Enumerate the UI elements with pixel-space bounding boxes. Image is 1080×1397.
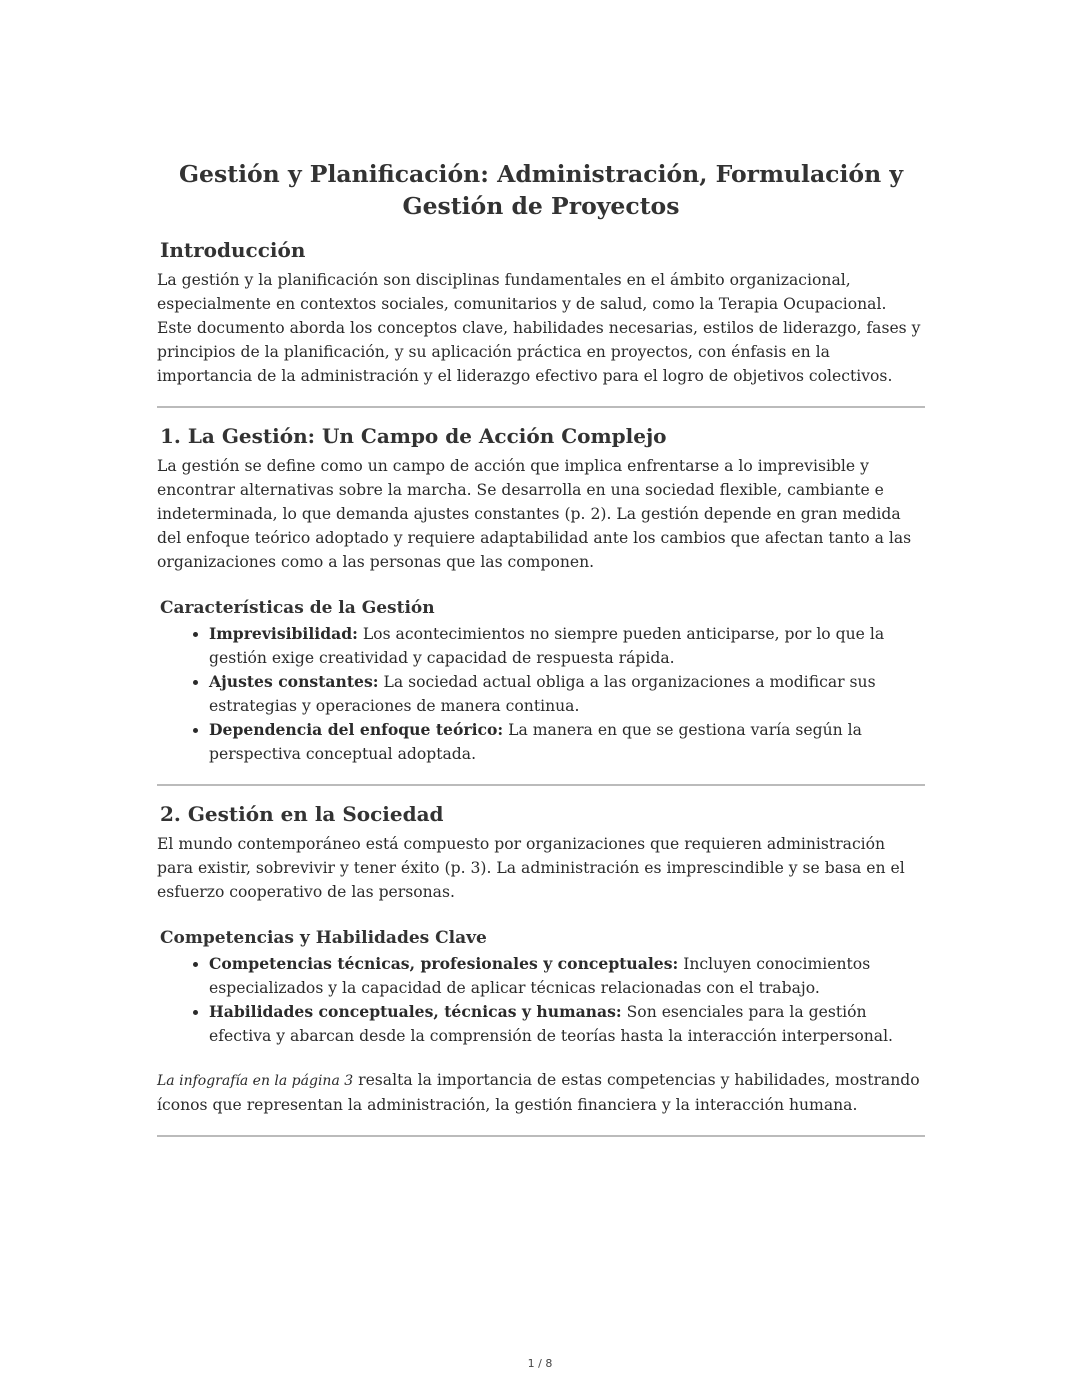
item-term: Habilidades conceptuales, técnicas y humanas: <box>209 1002 622 1021</box>
infographic-note <box>157 1068 925 1117</box>
section1-heading: 1. La Gestión: Un Campo de Acción Complejo <box>160 424 667 448</box>
item-text: Son esenciales para la gestión efectiva y abarcan desde la comprensión de teorías hasta la interacción interpersonal. <box>209 1003 894 1045</box>
item-term: Imprevisibilidad: <box>209 624 358 643</box>
page-number: 1 / 8 <box>527 1357 553 1370</box>
document-title: Gestión y Planificación: Administración, Formulación y Gestión de Proyectos <box>178 160 904 220</box>
section2-subheading: Competencias y Habilidades Clave <box>160 928 487 948</box>
list-item <box>209 1000 925 1048</box>
list-item <box>209 670 925 718</box>
divider <box>157 1135 925 1137</box>
divider <box>157 406 925 408</box>
section2-heading: 2. Gestión en la Sociedad <box>160 802 444 826</box>
section1-subheading: Características de la Gestión <box>160 598 435 618</box>
item-text: La manera en que se gestiona varía según la perspectiva conceptual adoptada. <box>209 721 862 763</box>
list-item <box>209 952 925 1000</box>
intro-paragraph: La gestión y la planificación son disciplinas fundamentales en el ámbito organizacional, especialmente en contextos sociales, comunitarios y de salud, como la Terapia Ocupacional. Este documento aborda los conceptos clave, habilidades necesarias, estilos de liderazgo, fases y principios de la planificación, y su aplicación práctica en proyectos, con énfasis en la importancia de la administración y el liderazgo efectivo para el logro de objetivos colectivos. <box>157 271 921 385</box>
list-item <box>209 718 925 766</box>
characteristics-list <box>157 622 925 766</box>
section1-paragraph: La gestión se define como un campo de acción que implica enfrentarse a lo imprevisible y encontrar alternativas sobre la marcha. Se desarrolla en una sociedad flexible, cambiante e indeterminada, lo que demanda ajustes constantes (p. 2). La gestión depende en gran medida del enfoque teórico adoptado y requiere adaptabilidad ante los cambios que afectan tanto a las organizaciones como a las personas que las componen. <box>157 457 912 571</box>
note-italic: La infografía en la página 3 <box>157 1073 354 1089</box>
item-text: Incluyen conocimientos especializados y la capacidad de aplicar técnicas relacionadas con el trabajo. <box>209 955 871 997</box>
list-item <box>209 622 925 670</box>
section2-paragraph: El mundo contemporáneo está compuesto por organizaciones que requieren administración para existir, sobrevivir y tener éxito (p. 3). La administración es imprescindible y se basa en el esfuerzo cooperativo de las personas. <box>157 835 905 901</box>
divider <box>157 784 925 786</box>
intro-heading: Introducción <box>160 238 306 262</box>
item-text: Los acontecimientos no siempre pueden anticiparse, por lo que la gestión exige creatividad y capacidad de respuesta rápida. <box>209 625 885 667</box>
note-text: resalta la importancia de estas competencias y habilidades, mostrando íconos que representan la administración, la gestión financiera y la interacción humana. <box>157 1071 920 1114</box>
item-text: La sociedad actual obliga a las organizaciones a modificar sus estrategias y operaciones de manera continua. <box>209 673 876 715</box>
item-term: Competencias técnicas, profesionales y conceptuales: <box>209 954 679 973</box>
item-term: Dependencia del enfoque teórico: <box>209 720 504 739</box>
document-page <box>157 158 925 1151</box>
competencies-list <box>157 952 925 1048</box>
item-term: Ajustes constantes: <box>209 672 379 691</box>
